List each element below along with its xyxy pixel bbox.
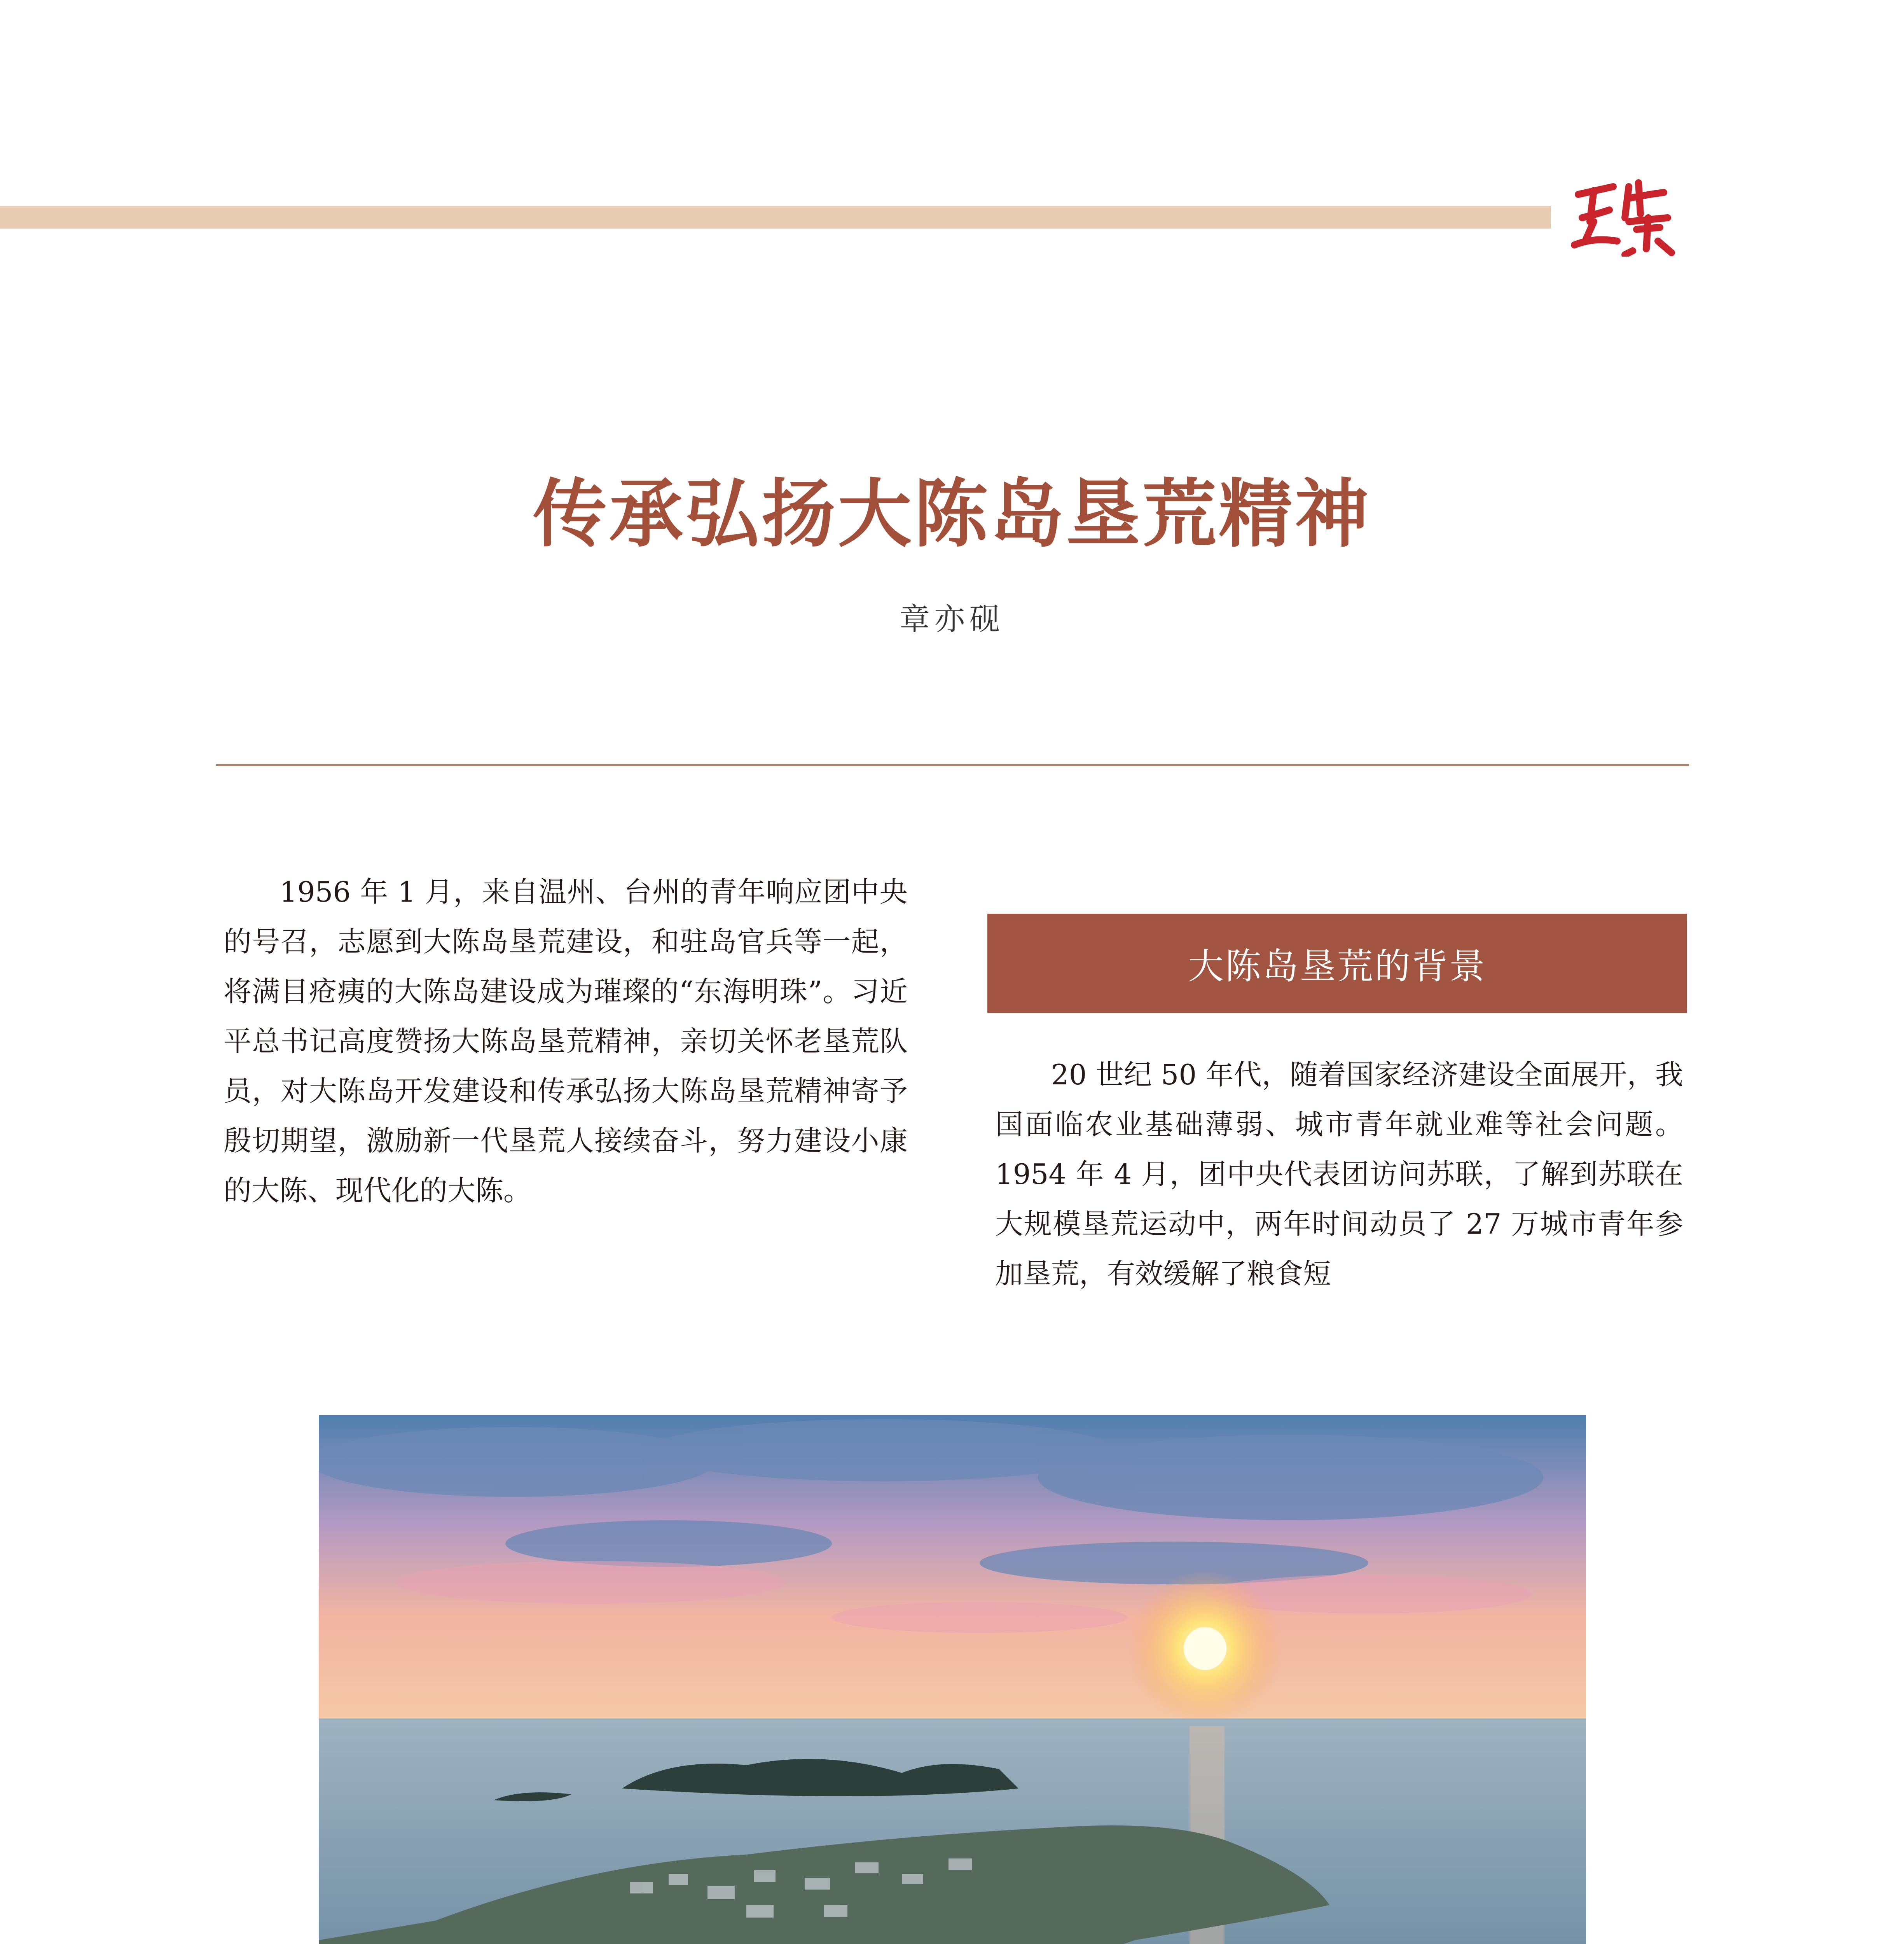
island-aerial-photo-image <box>319 1415 1586 1944</box>
intro-column <box>224 867 908 1215</box>
section-logo-calligraphy-icon <box>1570 171 1679 257</box>
section-logo <box>1570 171 1679 257</box>
article-author: 章亦砚 <box>899 602 1004 637</box>
article-title: 传承弘扬大陈岛垦荒精神 <box>533 471 1371 557</box>
body-column <box>995 1050 1683 1349</box>
section-heading-text: 大陈岛垦荒的背景 <box>1188 945 1487 987</box>
aerial-photo <box>319 1415 1586 1944</box>
intro-paragraph: 1956 年 1 月，来自温州、台州的青年响应团中央的号召，志愿到大陈岛垦荒建设，和驻岛官兵等一起，将满目疮痍的大陈岛建设成为璀璨的“东海明珠”。习近平总书记高度赞扬大陈岛垦荒精神，亲切关怀老垦荒队员，对大陈岛开发建设和传承弘扬大陈岛垦荒精神寄予殷切期望，激励新一代垦荒人接续奋斗，努力建设小康的大陈、现代化的大陈。 <box>224 876 908 1207</box>
title-divider <box>216 764 1689 766</box>
body-paragraph: 20 世纪 50 年代，随着国家经济建设全面展开，我国面临农业基础薄弱、城市青年就业难等社会问题。1954 年 4 月，团中央代表团访问苏联，了解到苏联在大规模垦荒运动中，两年时间动员了 27 万城市青年参加垦荒，有效缓解了粮食短 <box>995 1058 1683 1290</box>
section-heading <box>987 914 1687 1013</box>
header-band <box>0 206 1551 229</box>
